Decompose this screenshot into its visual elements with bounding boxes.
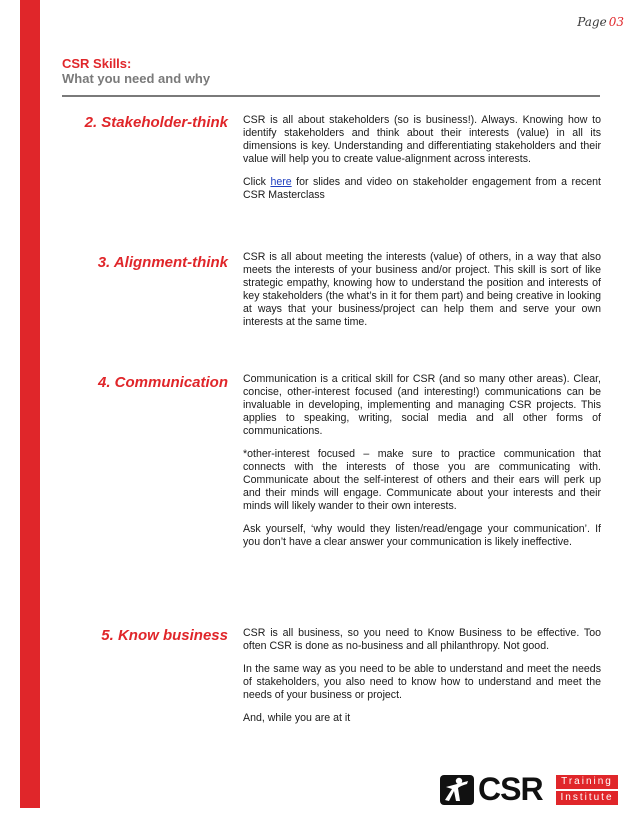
section-body-stakeholder-think (243, 114, 601, 212)
logo-subtext (556, 775, 618, 807)
logo-line-institute: Institute (556, 791, 618, 805)
page-title (62, 56, 210, 86)
text: for slides and video on stakeholder engagement from a recent CSR Masterclass (243, 176, 601, 201)
paragraph: Ask yourself, ‘why would they listen/read/engage your communication’. If you don’t have a clear answer your communication is likely ineffective. (243, 523, 601, 548)
title-divider (62, 95, 600, 97)
paragraph: CSR is all about stakeholders (so is business!). Always. Knowing how to identify stakeholders and think about their interests (value) in all its dimensions is key. Understanding and differentiating stakeholders and their value will help you to create value-alignment across interests. (243, 114, 601, 165)
page-label: Page (577, 15, 607, 29)
here-link[interactable]: here (270, 176, 292, 188)
page-number (577, 15, 624, 29)
section-heading-stakeholder-think: 2. Stakeholder-think (84, 114, 228, 131)
left-accent-bar (20, 0, 40, 808)
paragraph: *other-interest focused – make sure to practice communication that connects with the interests of those you are communicating with. Communicate about the self-interest of others and their ears will perk up and their minds will engage. Communicate about your interests and their minds will likely wander to their own interests. (243, 448, 601, 512)
logo-line-training: Training (556, 775, 618, 789)
paragraph: CSR is all about meeting the interests (value) of others, in a way that also meets the interests of your business and/or project. This skill is sort of like strategic empathy, knowing how to understand the position and interests of key stakeholders (the what’s in it for them part) and being creative in looking at ways that your business/project can help them and serve your own interests at the same time. (243, 251, 601, 328)
paragraph: Communication is a critical skill for CSR (and so many other areas). Clear, concise, other-interest focused (and interesting!) communications can be invaluable in developing, implementing and managing CSR projects. This applies to speaking, writing, social media and all other forms of communications. (243, 373, 601, 437)
section-heading-alignment-think: 3. Alignment-think (97, 254, 228, 271)
section-body-communication (243, 373, 601, 559)
paragraph (243, 176, 601, 202)
title-line-1: CSR Skills: (62, 56, 132, 71)
logo-text: CSR (478, 771, 543, 807)
paragraph: And, while you are at it (243, 712, 351, 724)
text: Click (243, 176, 271, 188)
paragraph: CSR is all business, so you need to Know Business to be effective. Too often CSR is done as no-business and all philanthropy. Not good. (243, 627, 601, 652)
csr-training-institute-logo (440, 772, 618, 806)
section-body-know-business (243, 627, 601, 735)
paragraph: In the same way as you need to be able to understand and meet the needs of stakeholders, you also need to know how to understand and meet the needs of your business or project. (243, 663, 601, 701)
section-heading-communication: 4. Communication (97, 374, 228, 391)
title-line-2: What you need and why (62, 71, 211, 86)
page-number-value: 03 (608, 15, 624, 29)
section-heading-know-business: 5. Know business (101, 627, 228, 644)
section-body-alignment-think (243, 251, 601, 339)
person-figure-icon (440, 775, 474, 805)
